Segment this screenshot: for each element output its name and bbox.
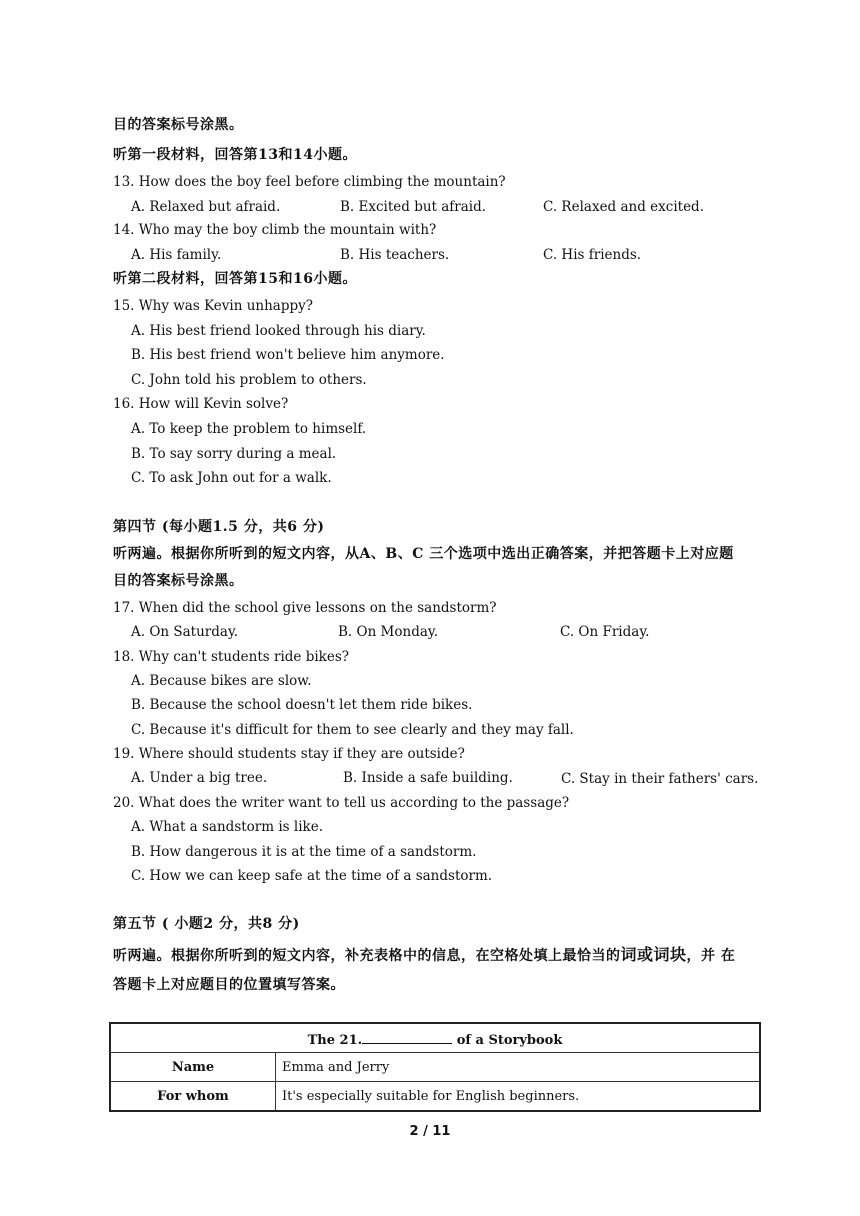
part5-heading: 第五节 ( 小题2 分，共8 分)	[113, 916, 300, 932]
table-row-value-for-whom: It's especially suitable for English beginners.	[276, 1082, 761, 1112]
q14-option-a: A. His family.	[131, 247, 222, 263]
intro-tail: 目的答案标号涂黑。	[113, 117, 244, 133]
q16-option-c: C. To ask John out for a walk.	[131, 470, 332, 486]
table-title	[110, 1023, 760, 1053]
q14-stem: 14. Who may the boy climb the mountain with?	[113, 222, 437, 238]
table-row-label-for-whom: For whom	[110, 1082, 276, 1112]
part5-instruction-line2: 答题卡上对应题目的位置填写答案。	[113, 977, 345, 993]
q20-option-a: A. What a sandstorm is like.	[131, 819, 323, 835]
storybook-info-table	[109, 1022, 761, 1112]
q18-stem: 18. Why can't students ride bikes?	[113, 649, 349, 665]
q18-option-b: B. Because the school doesn't let them ride bikes.	[131, 697, 473, 713]
q20-option-b: B. How dangerous it is at the time of a sandstorm.	[131, 844, 477, 860]
part5-instruction-line1	[113, 946, 735, 965]
part5-instruction-text: 听两遍。根据你所听到的短文内容，补充表格中的信息，在空格处填上最恰当的	[113, 948, 621, 964]
q20-stem: 20. What does the writer want to tell us according to the passage?	[113, 795, 570, 811]
answer-blank-21[interactable]	[362, 1029, 452, 1044]
table-title-row	[110, 1023, 760, 1053]
q13-stem: 13. How does the boy feel before climbing the mountain?	[113, 174, 506, 190]
q18-option-c: C. Because it's difficult for them to see clearly and they may fall.	[131, 722, 574, 738]
q17-stem: 17. When did the school give lessons on the sandstorm?	[113, 600, 497, 616]
q15-option-c: C. John told his problem to others.	[131, 372, 367, 388]
table-row	[110, 1082, 760, 1112]
part4-heading: 第四节 (每小题1.5 分，共6 分)	[113, 519, 325, 535]
q19-option-c: C. Stay in their fathers' cars.	[561, 771, 759, 787]
q15-option-a: A. His best friend looked through his diary.	[131, 323, 426, 339]
table-row-label-name: Name	[110, 1053, 276, 1082]
q13-option-b: B. Excited but afraid.	[340, 199, 487, 215]
q20-option-c: C. How we can keep safe at the time of a sandstorm.	[131, 868, 493, 884]
q14-option-b: B. His teachers.	[340, 247, 450, 263]
section-listen2-heading: 听第二段材料，回答第15和16小题。	[113, 271, 357, 287]
q17-option-a: A. On Saturday.	[131, 624, 239, 640]
q16-stem: 16. How will Kevin solve?	[113, 396, 289, 412]
part4-instruction-line1: 听两遍。根据你所听到的短文内容，从A、B、C 三个选项中选出正确答案，并把答题卡上对应题	[113, 546, 734, 562]
q13-option-a: A. Relaxed but afraid.	[131, 199, 281, 215]
q14-option-c: C. His friends.	[543, 247, 642, 263]
part5-instruction-emphasis: 词或词块	[620, 945, 687, 964]
table-title-suffix: of a Storybook	[456, 1032, 563, 1048]
q16-option-b: B. To say sorry during a meal.	[131, 446, 337, 462]
q17-option-c: C. On Friday.	[560, 624, 650, 640]
q13-option-c: C. Relaxed and excited.	[543, 199, 704, 215]
page-number: 2 / 11	[409, 1124, 451, 1139]
part4-instruction-line2: 目的答案标号涂黑。	[113, 573, 244, 589]
q15-option-b: B. His best friend won't believe him anymore.	[131, 347, 445, 363]
q18-option-a: A. Because bikes are slow.	[131, 673, 312, 689]
q17-option-b: B. On Monday.	[338, 624, 439, 640]
q19-option-a: A. Under a big tree.	[131, 770, 268, 786]
part5-instruction-tail: ，并 在	[686, 948, 736, 964]
q19-option-b: B. Inside a safe building.	[343, 770, 513, 786]
section-listen1-heading: 听第一段材料，回答第13和14小题。	[113, 147, 357, 163]
table-row	[110, 1053, 760, 1082]
table-row-value-name: Emma and Jerry	[276, 1053, 761, 1082]
q19-stem: 19. Where should students stay if they are outside?	[113, 746, 465, 762]
table-title-prefix: The 21.	[307, 1032, 363, 1048]
q16-option-a: A. To keep the problem to himself.	[131, 421, 367, 437]
q15-stem: 15. Why was Kevin unhappy?	[113, 298, 313, 314]
